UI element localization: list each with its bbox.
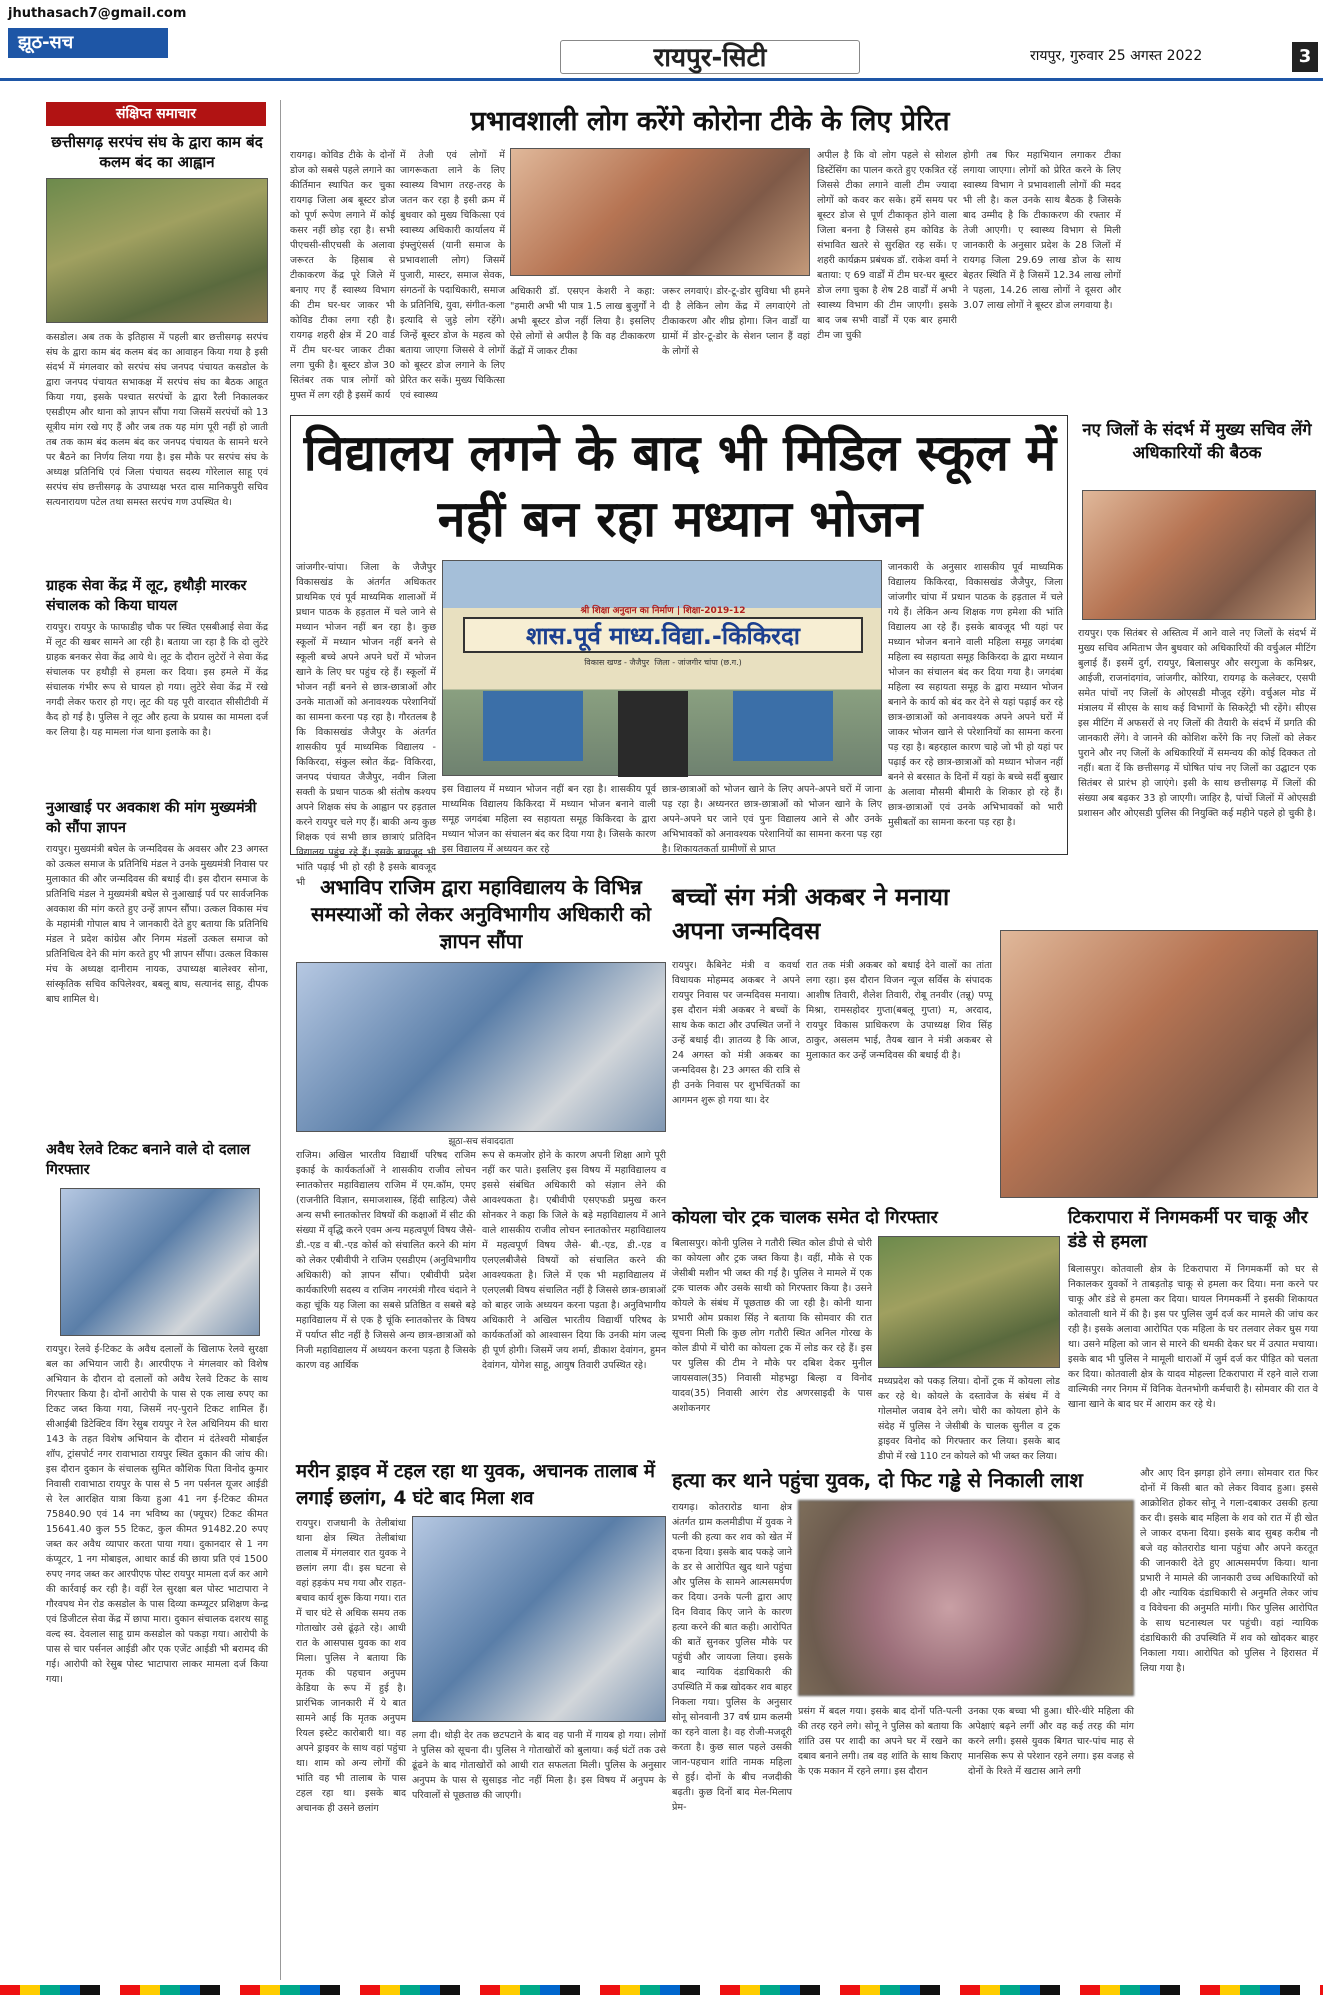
lead-col-4: जरूर लगवाएं। डोर-टू-डोर सुविधा भी हमने दी है लेकिन लोग केंद्र में लगवाएंगे तो टीकाकरण और शीघ्र होगा। जिन वार्डों या ग्रामों में डोर-टू-डोर के सेशन प्लान हैं वहां के लोगों से xyxy=(662,286,810,357)
section-title: रायपुर-सिटी xyxy=(560,40,860,74)
page-number: 3 xyxy=(1292,42,1318,72)
murder-col-4: और आए दिन झगड़ा होने लगा। सोमवार रात फिर दोनों में किसी बात को लेकर विवाद हुआ। इससे आक्रोशित होकर सोनू ने गला-दबाकर उसकी हत्या कर दी। इसके बाद महिला के शव को रात में ही खेत ले जाकर दफना दिया। इसके बाद सुबह करीब नौ बजे वह कोतरारोड थाना पहुंचा और अपने करतूत की जानकारी देते हुए आत्मसमर्पण किया। थाना प्रभारी ने मामले की जानकारी उच्च अधिकारियों को दी और न्यायिक दंडाधिकारी से अनुमति लेकर जांच व विवेचना की अनुमति मांगी। फिर पुलिस आरोपित के साथ घटनास्थल पर पहुंची। वहां न्यायिक दंडाधिकारी की उपस्थिति में शव को खोदकर बाहर निकाला गया। आरोपित को पुलिस ने हिरासत में लिया गया है। xyxy=(1140,1468,1318,1674)
marine-headline: मरीन ड्राइव में टहल रहा था युवक, अचानक तालाब में लगाई छलांग, 4 घंटे बाद मिला शव xyxy=(296,1461,655,1509)
sidebar-headline-1: छत्तीसगढ़ सरपंच संघ के द्वारा काम बंद कलम बंद का आह्वान xyxy=(51,133,263,171)
brand-logo: झूठ-सच xyxy=(8,28,168,58)
abvp-col-2: रूप से कमजोर होने के कारण अपनी शिक्षा आगे पूरी नहीं कर पाते। इसलिए इस विषय में महाविद्यालय व इससे संबंधित अधिकारी को संज्ञान लेने की आवश्यकता है। एबीवीपी एसएफडी प्रमुख करन सोनकर ने कहा कि जिले के बड़े महाविद्यालय में आने वाले शासकीय राजीव लोचन स्नातकोत्तर महाविद्यालय में महत्वपूर्ण विषय जैसे- बी.-एड, डी.-एड व एलएलबीजैसे विषयों को संचालित करने की आवश्यकता है। जिले में एक भी महाविद्यालय में एलएलबी विषय संचालित नहीं है जिससे छात्र-छात्राओं को बाहर जाके अध्ययन करना पड़ता है। अनुविभागीय अधिकारी ने अखिल भारतीय विद्यार्थी परिषद के कार्यकर्ताओं को आश्वासन दिया कि उनकी मांग जल्द ही पूर्ण होगी। जिसमें जय शर्मा, डीकाश देवांगन, हुमन देवांगन, योगेश साहू, आयुष तिवारी उपस्थित रहे। xyxy=(482,1150,666,1371)
murder-col-1: रायगढ़। कोतरारोड थाना क्षेत्र अंतर्गत ग्राम कलमीडीपा में युवक ने पत्नी की हत्या कर शव को खेत में दफना दिया। इसके बाद पकड़े जाने के डर से आरोपित खुद थाने पहुंचा और पुलिस के सामने आत्मसमर्पण कर दिया। उनके पत्नी द्वारा आए दिन विवाद किए जाने के कारण हत्या करने की बात कही। आरोपित की बातें सुनकर पुलिस मौके पर पहुंची और जायजा लिया। इसके बाद न्यायिक दंडाधिकारी की उपस्थिति में कब्र खोदकर शव बाहर निकला गया। पुलिस के अनुसार सोनू सोनवानी 37 वर्ष ग्राम कलमी का रहने वाला है। वह रोजी-मजदूरी करता है। कुछ साल पहले उसकी जान-पहचान शांति नामक महिला से हुई। दोनों के बीच नजदीकी बढ़ती। कुछ दिनों बाद मेल-मिलाप प्रेम- xyxy=(672,1502,792,1813)
akbar-col-1: रायपुर। कैबिनेट मंत्री व कवर्धा विधायक मोहम्मद अकबर ने अपने रायपुर निवास पर जन्मदिवस मनाया। इस दौरान मंत्री अकबर ने बच्चों के साथ केक काटा और उपस्थित जनों ने उन्हें बधाई दी। ज्ञातव्य है कि आज, 24 अगस्त को मंत्री अकबर का जन्मदिवस है। 23 अगस्त की रात्रि से ही उनके निवास पर शुभचिंतकों का आगमन शुरू हो गया था। देर xyxy=(672,960,800,1106)
lead-col-3: अधिकारी डॉ. एसएन केशरी ने कहा: "हमारी अभी भी पात्र 1.5 लाख बुजुर्गों ने अभी बूस्टर डोज नहीं लिया है। इसलिए ऐसे लोगों से अपील है कि वह टीकाकरण केंद्रों में जाकर टीका xyxy=(510,286,655,357)
sidebar-headline-2: ग्राहक सेवा केंद्र में लूट, हथौड़ी मारकर संचालक को किया घायल xyxy=(46,578,247,614)
school-col-right: जानकारी के अनुसार शासकीय पूर्व माध्यमिक विद्यालय किकिरदा, विकासखंड जैजैपुर, जिला जांजगीर चांपा में प्रधान पाठक के हड़ताल में चले गये हैं। लेकिन अन्य शिक्षक गण हमेशा की भांति विद्यालय आ रहे हैं। इसके बावजूद भी यहां पर मध्यान भोजन बनाने वाली महिला समूह जगदंबा महिला स्व सहायता समूह किकिरदा के द्वारा मध्यान भोजन का संचालन बंद कर दिया गया है। जगदंबा महिला स्व सहायता समूह के द्वारा मध्यान भोजन बनाने के कार्य को बंद कर देने से यहां पढ़ाई कर रहे छात्र-छात्राओं को अनावश्यक अपने अपने घरों में जाकर भोजन खाने से परेशानियों का सामना करना पड़ रहा है। बहरहाल कारण चाहे जो भी हो यहां पर पढ़ाई कर रहे छात्र-छात्राओं को मध्यान भोजन नहीं बनने से बरसात के दिनों में यहां के बच्चे सर्दी बुखार के अलावा मौसमी बीमारी के शिकार हो रहे हैं। छात्र-छात्राओं एवं उनके अभिभावकों को भारी मुसीबतों का सामना करना पड़ रहा है। xyxy=(888,562,1063,828)
abvp-credit: झूठा-सच संवाददाता xyxy=(448,1137,514,1147)
minister-birthday-photo xyxy=(1000,930,1318,1198)
abvp-memorandum-photo xyxy=(296,962,666,1132)
murder-col-2: प्रसंग में बदल गया। इसके बाद दोनों पति-पत्नी की तरह रहने लगे। सोनू ने पुलिस को बताया कि शांति उस पर शादी का अपने घर में रखने का दबाव बनाने लगी। तब वह शांति के साथ किराए के एक मकान में रहने लगा। इस दौरान xyxy=(798,1706,962,1777)
lead-col-5: अपील है कि वो लोग पहले से सोशल डिस्टेंसिंग का पालन करते हुए एकत्रित रहें जिससे टीका लगाने वाली टीम ज्यादा लोगों को कवर कर सके। हमें समय पर बूस्टर डोज से पूर्ण टीकाकृत होने वाला जिला बनना है जिससे हम कोविड के संभावित खतरे से सुरक्षित रह सकें। ए शहरी कार्यक्रम प्रबंधक डॉ. राकेश वर्मा ने बताया: ए 69 वार्डों में टीम घर-घर बूस्टर डोज लगा चुका है शेष 28 वार्डों में अभी स्वास्थ्य विभाग की टीम जाएगी। इसके बाद जब सभी वार्डों में एक बार हमारी टीम जा चुकी xyxy=(817,150,957,341)
header-email: jhuthasach7@gmail.com xyxy=(8,6,187,21)
crime-scene-photo xyxy=(798,1500,1134,1696)
abvp-headline: अभाविप राजिम द्वारा महाविद्यालय के विभिन्न समस्याओं को लेकर अनुविभागीय अधिकारी को ज्ञापन सौंपा xyxy=(310,875,652,953)
school-door xyxy=(618,691,688,777)
railway-arrest-photo xyxy=(60,1188,260,1336)
akbar-headline: बच्चों संग मंत्री अकबर ने मनाया अपना जन्मदिवस xyxy=(672,883,950,945)
sidebar-headline-4: अवैध रेलवे टिकट बनाने वाले दो दलाल गिरफ्तार xyxy=(46,1142,251,1178)
school-board-sub: विकास खण्ड - जैजैपुर ‌ जिला - जांजगीर चांपा (छ.ग.) xyxy=(584,658,742,667)
tikrapara-headline: टिकरापारा में निगमकर्मी पर चाकू और डंडे से हमला xyxy=(1068,1208,1308,1252)
murder-col-3: उनका एक बच्चा भी हुआ। धीरे-धीरे महिला की अपेक्षाएं बढ़ने लगीं और वह कई तरह की मांग करने लगी। इससे युवक बिगत चार-पांच माह से मानसिक रूप से परेशान रहने लगा। इस वजह से दोनों के रिश्ते में खटास आने लगी xyxy=(968,1706,1134,1777)
vaccination-photo xyxy=(510,148,810,276)
school-board: शास.पूर्व माध्य.विद्या.-किकिरदा xyxy=(463,617,863,653)
sidebar-body-2: रायपुर। रायपुर के फाफाडीह चौक पर स्थित एसबीआई सेवा केंद्र में लूट की खबर सामने आ रही है। बताया जा रहा है कि दो लुटेरे ग्राहक बनकर सेवा केंद्र आये थे। लूट के दौरान लुटेरों ने सेवा केंद्र संचालक पर हथौड़ी से हमला कर दिया। इस हमले में केंद्र संचालक गंभीर रूप से घायल हो गया। लुटेरे सेवा केंद्र में रखे नगदी लेकर फरार हो गए। लूट की यह पूरी वारदात सीसीटीवी में कैद हो गई है। पुलिस ने लूट और हत्या के प्रयास का मामला दर्ज कर लिया है। यह मामला गंज थाना इलाके का है। xyxy=(46,622,268,738)
akbar-col-2: रात तक मंत्री अकबर को बधाई देने वालों का तांता लगा रहा। इस दौरान विजन न्यूज सर्विस के संपादक आशीष तिवारी, शैलेश तिवारी, रोबू तनवीर (तन्नू) पप्पू मिश्रा, रामसहोदर गुप्ता(बबलू गुप्ता) म, अरदाद, रायपुर विकास प्राधिकरण के उपाध्यक्ष शिव सिंह ठाकुर, असलम भाई, तैयब खान ने मंत्री अकबर से मुलाकात कर उन्हें जन्मदिवस की बधाई दी है। xyxy=(806,960,992,1061)
meeting-body: रायपुर। एक सितंबर से अस्तित्व में आने वाले नए जिलों के संदर्भ में मुख्य सचिव अमिताभ जैन बुधवार को अधिकारियों की वर्चुअल मीटिंग बुलाई हैं। इसमें दुर्ग, रायपुर, बिलासपुर और सरगुजा के कमिश्नर, आईजी, राजनांदगांव, जांजगीर, कोरिया, रायगढ़ के कलेक्टर, एसपी समेत पांचों नए जिलों के ओएसडी मौजूद रहेंगे। वर्चुअल मोड में मंत्रालय में सीएस के साथ कई विभागों के सिकरेट्री भी रहेंगे। सीएस इस मीटिंग में अफसरों से नए जिलों की तैयारी के संदर्भ में प्रगति की जानकारी लेंगे। वे जानने की कोशिश करेंगे कि नए जिलों को लेकर पुराने और नए जिलों के अधिकारियों में समन्वय की कोई दिक्कत तो नहीं। बता दें कि छत्तीसगढ़ में घोषित पांच नए जिलों का उद्घाटन एक सितंबर से प्रारंभ हो जाएंगे। इसी के साथ छत्तीसगढ़ में जिलों की संख्या अब बढ़कर 33 हो जाएगी। जाहिर है, पांचों जिलों में ओएसडी प्रशासन और ओएसडी पुलिस की नियुक्ति कई महीने पहले हो चुकी है। xyxy=(1078,628,1316,819)
school-col-bottom-1: इस विद्यालय में मध्यान भोजन नहीं बन रहा है। शासकीय पूर्व माध्यमिक विद्यालय किकिरदा में मध्यान भोजन बनाने वाली समूह जगदंबा महिला स्व सहायता समूह किकिरदा के द्वारा मध्यान भोजन का संचालन बंद कर दिया गया है। जिसके कारण इस विद्यालय में अध्ययन कर रहे xyxy=(442,784,656,855)
column-divider xyxy=(280,100,281,1980)
coal-col-2: मध्यप्रदेश को पकड़ लिया। दोनों ट्रक में कोयला लोड कर रहे थे। कोयले के दस्तावेज के संबंध में वे गोलमोल जवाब देने लगे। चोरी का कोयला होने के संदेह में पुलिस ने जेसीबी के चालक सुनील व ट्रक ड्राइवर विनोद को गिरफ्तार कर लिया। इसके बाद डीपो में रखे 110 टन कोयले को भी जब्त कर लिया। xyxy=(878,1376,1060,1462)
tikrapara-body: बिलासपुर। कोतवाली क्षेत्र के टिकरापारा में निगमकर्मी को घर से निकालकर युवकों ने ताबड़तोड़ चाकू से हमला कर दिया। मना करने पर चाकू और डंडे से हमला कर दिया। घायल निगमकर्मी ने इसकी शिकायत कोतवाली थाने में की है। इस पर पुलिस जुर्म दर्ज कर मामले की जांच कर रही है। इसके अलावा आरोपित एक महिला के घर तलवार लेकर घुस गया था। उसने महिला को जान से मारने की धमकी देकर घर में उत्पात मचाया। इसके बाद भी पुलिस ने मामूली धाराओं में जुर्म दर्ज कर पीड़ित को चलता कर दिया। कोतवाली क्षेत्र के यादव मोहल्ला टिकरापारा में रहने वाले राजा वाल्मिकी नगर निगम में विनिक वेतनभोगी कर्मचारी है। सोमवार की रात वे खाना खाने के बाद घर में आराम कर रहे थे। xyxy=(1068,1264,1318,1410)
school-col-left: जांजगीर-चांपा। जिला के जैजैपुर विकासखंड के अंतर्गत अधिकतर प्राथमिक एवं पूर्व माध्यमिक शालाओं में प्रधान पाठक के हड़ताल में चले जाने से मध्यान भोजन नहीं बन रहा है। कुछ स्कूलों में मध्यान भोजन नहीं बनने से स्कूली बच्चे अपने अपने घरों में भोजन खाने के लिए घर पहुंच रहे हैं। स्कूलों में भोजन नहीं बनने से छात्र-छात्राओं और उनके माताओं को अनावश्यक परेशानियों का सामना करना पड़ रहा है। गौरतलब है कि विकासखंड जैजैपुर के अंतर्गत शासकीय पूर्व माध्यमिक विद्यालय - किकिरदा, संकुल स्त्रोत केंद्र- विकिरदा, जनपद पंचायत जैजैपुर, नवीन जिला सक्ती के प्रधान पाठक श्री संतोष कश्यप अपने शिक्षक संघ के आह्वान पर हड़ताल करने रायपुर चले गए हैं। बाकी अन्य कुछ शिक्षक एवं सभी छात्र छात्राएं प्रतिदिन विद्यालय पहुंच रहे हैं। इसके बावजूद भी भांति पढ़ाई भी हो रही है इसके बावजूद भी xyxy=(296,562,436,888)
chief-secretary-photo xyxy=(1082,490,1316,620)
sidebar-headline-3: नुआखाई पर अवकाश की मांग मुख्यमंत्री को सौंपा ज्ञापन xyxy=(46,800,257,836)
lead-headline: प्रभावशाली लोग करेंगे कोरोना टीके के लिए प्रेरित xyxy=(470,106,950,137)
school-board-top: श्री शिक्षा अनुदान का निर्माण | शिक्षा-2019-12 xyxy=(580,606,746,616)
murder-headline: हत्या कर थाने पहुंचा युवक, दो फिट गड्ढे से निकाली लाश xyxy=(672,1468,1083,1492)
rescue-boat-photo xyxy=(412,1516,666,1722)
marine-col-2: लगा दी। थोड़ी देर तक छटपटाने के बाद वह पानी में गायब हो गया। लोगों ने पुलिस को सूचना दी। पुलिस ने गोताखोरों को बुलाया। कई घंटों तक उसे ढूंढने के बाद गोताखोरों को आधी रात सफलता मिली। पुलिस के अनुसार अनुपम के पास से सुसाइड नोट नहीं मिला है। इस विषय में अनुपम के परिवालों से पूछताछ की जाएगी। xyxy=(412,1730,666,1801)
sidebar-body-3: रायपुर। मुख्यमंत्री बघेल के जन्मदिवस के अवसर और 23 अगस्त को उत्कल समाज के प्रतिनिधि मंडल ने उनके मुख्यमंत्री निवास पर मुलाकात की और जन्मदिवस की बधाई दी। इस दौरान समाज के प्रतिनिधि मंडल ने मुख्यमंत्री बघेल से नुआखाई पर्व पर सार्वजनिक अवकाश की मांग करते हुए उन्हें ज्ञापन सौंपा। उत्कल विकास मंच के महामंत्री गोपाल बाघ ने जानकारी देते हुए बताया कि प्रतिनिधि मंडल ने प्रदेश कांग्रेस और निगम मंडलों उत्कल समाज को प्रतिनिधित्व देने की मांग करते हुए भी ज्ञापन सौंपा। उत्कल विकास मंच के अध्यक्ष दानीराम नायक, उपाध्यक्ष बालेश्वर सोना, सांस्कृतिक सचिव कपिलेश्वर, बबलू बाघ, सत्यानंद साहू, दीपक बाघ शामिल थे। xyxy=(46,844,268,1005)
sidebar-body-4: रायपुर। रेलवे ई-टिकट के अवैध दलालों के खिलाफ रेलवे सुरक्षा बल का अभियान जारी है। आरपीएफ ने मंगलवार को विशेष अभियान के दौरान दो दलालों को अवैध रेलवे टिकट के साथ गिरफ्तार किया है। दोनों आरोपी के पास से एक लाख रुपए का टिकट जब्त किया गया, जिसमें नए-पुराने टिकट शामिल हैं। सीआईबी डिटेक्टिव विंग रेसुब रायपुर ने रेल अधिनियम की धारा 143 के तहत विशेष अभियान के दौरान मं दंतेश्वरी मोबाईल शॉप, ट्रांसपोर्ट नगर रावाभाठा रायपुर स्थित दुकान की जांच की। इस दौरान दुकान के संचालक सुमित कौशिक पिता विनोद कुमार निवासी रावाभाठा रायपुर के पास से 5 नग पर्सनल यूजर आईडी से रेल आरक्षित यात्रा किया हुआ 41 नग ई-टिकट कीमत 75840.90 एवं 14 नग भविष्य का (फ्यूचर) टिकट कीमत 15641.40 कुल 55 टिकट, कुल कीमत 91482.20 रुपए जब्त कर अवैध व्यापार करता पाया गया। दुकानदार से 1 नग कंप्यूटर, 1 नग मोबाइल, आधार कार्ड की छाया प्रति एवं 1500 रुपए नगद जब्त कर आरपीएफ पोस्ट रायपुर मामला दर्ज कर आगे की कार्रवाई कर रही है। वहीं रेल सुरक्षा बल पोस्ट भाटापारा ने गौरवपथ मेन रोड कसडोल के पास दिव्या कम्प्यूटर प्रशिक्षण केन्द्र एवं डिजीटल सेवा केंद्र में छापा मारा। दुकान संचालक दशरथ साहू वल्द स्व. देवलाल साहू ग्राम कसडोल को पकड़ा गया। आरोपी के पास से चार पर्सनल आईडी और एक एजेंट आईडी भी बरामद की गई। आरोपी को रेसुब पोस्ट भाटापारा लाकर मामला दर्ज किया गया। xyxy=(46,1344,268,1685)
lead-col-6: होगी तब फिर महाभियान लगाकर टीका लगाया जाएगा। लोगों को प्रेरित करने के लिए स्वास्थ्य विभाग ने प्रभावशाली लोगों की मदद भी ली है। कल उनके साथ बैठक है जिसके बाद उम्मीद है कि टीकाकरण की रफ्तार में तेजी आएगी। ए स्वास्थ्य विभाग से मिली जानकारी के अनुसार प्रदेश के 28 जिलों में रायगढ़ जिला 29.69 लाख डोज के साथ बेहतर स्थिति में है जिसमें 12.34 लाख लोगों ने पहला, 14.26 लाख लोगों ने दूसरा और 3.07 लाख लोगों ने बूस्टर डोज लगवाया है। xyxy=(963,150,1121,311)
coal-col-1: बिलासपुर। कोनी पुलिस ने गतौरी स्थित कोल डीपो से चोरी का कोयला और ट्रक जब्त किया है। वहीं, मौके से एक जेसीबी मशीन भी जब्त की गई है। पुलिस ने मामले में एक ट्रक चालक और उसके साथी को गिरफ्तार किया है। उसने कोयले के संबंध में पूछताछ की जा रही है। कोनी थाना प्रभारी ओम प्रकाश सिंह ने बताया कि सोमवार की रात सूचना मिली कि कुछ लोग गतौरी स्थित अनिल गोरख के कोल डीपो में चोरी का कोयला ट्रक में लोड कर रहे हैं। इस पर पुलिस की टीम ने मौके पर दबिश देकर मुनील जायसवाल(35) निवासी मोहभट्ठा बिल्हा व विनोद यादव(35) निवासी आरंग रोड अणरसाइदी के पास अशोकनगर xyxy=(672,1238,872,1414)
lead-col-1: रायगढ़। कोविड टीके के दोनों डोज को सबसे पहले लगाने का कीर्तिमान स्थापित कर चुका रायगढ़ जिला अब बूस्टर डोज को पूर्ण रूपेण लगाने में कोई कसर नहीं छोड़ रहा है। सभी पीएचसी-सीएचसी के अलावा जरूरत के हिसाब से टीकाकरण केंद्र पूरे जिले में बनाए गए हैं स्वास्थ्य विभाग की टीम घर-घर जाकर भी कोविड टीका लगा रही है। रायगढ़ शहरी क्षेत्र में 20 वार्ड में टीम घर-घर जाकर टीका लगा चुकी है। बूस्टर डोज 30 सितंबर तक पात्र लोगों को मुफ्त में लग रही है इसमें कार्य xyxy=(290,150,395,401)
coal-headline: कोयला चोर ट्रक चालक समेत दो गिरफ्तार xyxy=(672,1208,938,1228)
sarpanch-photo xyxy=(46,178,268,323)
school-window xyxy=(483,691,583,761)
coal-truck-photo xyxy=(878,1236,1060,1368)
edition-date: रायपुर, गुरुवार 25 अगस्त 2022 xyxy=(1030,48,1203,64)
header-rule xyxy=(0,78,1323,81)
sidebar-title: संक्षिप्त समाचार xyxy=(46,102,266,126)
marine-col-1: रायपुर। राजधानी के तेलीबांधा थाना क्षेत्र स्थित तेलीबांधा तालाब में मंगलवार रात युवक ने छलांग लगा दी। इस घटना से वहां हड़कंप मच गया और राहत-बचाव कार्य शुरू किया गया। रात में चार घंटे से अधिक समय तक गोताखोर उसे ढूंढ़ते रहे। आधी रात के आसपास युवक का शव मिला। पुलिस ने बताया कि मृतक की पहचान अनुपम केडिया के रूप में हुई है। प्रारंभिक जानकारी में ये बात सामने आई कि मृतक अनुपम रियल इस्टेट कारोबारी था। वह अपने ड्राइवर के साथ वहां पहुंचा था। शाम को अन्य लोगों की भांति वह भी तालाब के पास टहल रहा था। इसके बाद अचानक ही उसने छलांग xyxy=(296,1518,406,1814)
abvp-col-1: राजिम। अखिल भारतीय विद्यार्थी परिषद राजिम इकाई के कार्यकर्ताओं ने शासकीय राजीव लोचन स्नातकोत्तर महाविद्यालय राजिम में एम.कॉम, एमए (राजनीति विज्ञान, समाजशास्त्र, हिंदी साहित्य) जैसे अन्य सभी स्नातकोत्तर विषयों की कक्षाओं में सीट की संख्या में वृद्धि करने एवम अन्य महत्वपूर्ण विषय जैसे- डी.-एड व बी.-एड कोर्स को संचालित करने की मांग को लेकर एबीवीपी ने राजिम एसडीएम (अनुविभागीय अधिकारी) को ज्ञापन सौंपा। एबीवीपी प्रदेश कार्यकारिणी सदस्य व राजिम नगरमंत्री गौरव चंदाने ने कहा चूंकि यह जिला का सबसे प्रतिष्ठित व सबसे बड़े महाविद्यालय में से एक है चूंकि स्नातकोत्तर के विषय में पर्याप्त सीट नहीं है जिससे अन्य छात्र-छात्राओं को निजी महाविद्यालय में अध्ययन करना पड़ता है जिसके कारण वह आर्थिक xyxy=(296,1150,476,1371)
color-registration-strip xyxy=(0,1985,1323,1995)
school-window xyxy=(733,691,833,761)
school-building-photo xyxy=(442,560,882,776)
meeting-headline: नए जिलों के संदर्भ में मुख्य सचिव लेंगे अधिकारियों की बैठक xyxy=(1082,420,1312,462)
lead-col-2: में तेजी एवं लोगों में जागरूकता लाने के लिए स्वास्थ्य विभाग तरह-तरह के जतन कर रहा है इसी क्रम में बुधवार को मुख्य चिकित्सा एवं स्वास्थ्य अधिकारी कार्यालय में इंफ्लुएंसर्स (यानी समाज के प्रभावशाली लोग) जिसमें पुजारी, मास्टर, समाज सेवक, संगठनों के पदाधिकारी, समाज के प्रतिनिधि, युवा, संगीत-कला इत्यादि से जुड़े लोग रहेंगे। जिन्हें बूस्टर डोज के महत्व को बताया जाएगा जिससे वे लोगों को बूस्टर डोज लगाने के लिए प्रेरित कर सकें। मुख्य चिकित्सा एवं स्वास्थ्य xyxy=(400,150,505,401)
school-col-bottom-2: छात्र-छात्राओं को भोजन खाने के लिए अपने-अपने घरों में जाना पड़ रहा है। अध्यनरत छात्र-छात्राओं को भोजन खाने के लिए अपने-अपने घर जाने एवं पुनः विद्यालय आने से और उनके अभिभावकों को अनावश्यक परेशानियों का सामना करना पड़ रहा है। शिकायतकर्ता ग्रामीणों से प्राप्त xyxy=(662,784,882,855)
school-headline: विद्यालय लगने के बाद भी मिडिल स्कूल में नहीं बन रहा मध्यान भोजन xyxy=(303,424,1057,548)
sidebar-body-1: कसडोल। अब तक के इतिहास में पहली बार छत्तीसगढ़ सरपंच संघ के द्वारा काम बंद कलम बंद का आवाहन किया गया है इसी संदर्भ में मंगलवार को सरपंच संघ जनपद पंचायत कसडोल के द्वारा जनपद पंचायत सभाकक्ष में सरपंच संघ का बैठक आहूत किया गया, इसके पश्चात सरपंचों के द्वारा रैली निकालकर एसडीएम और थाना को ज्ञापन सौंपा गया जिसमें सरपंचों को 13 सूत्रीय मांग रखे गए हैं और जब तक यह मांग पूरी नहीं हो जाती तब तक काम बंद कलम बंद कर जनपद पंचायत के सामने धरने पर बैठने का निर्णय लिया गया है। इस मौके पर सरपंच संघ के अध्यक्ष प्रतिनिधि एवं जिला पंचायत सदस्य गोरेलाल साहू एवं सरपंच संघ छत्तीसगढ़ के उपाध्यक्ष भरत दास मानिकपुरी सचिव सत्यनारायण पटेल तथा समस्त सरपंच गण उपस्थित थे। xyxy=(46,332,268,508)
